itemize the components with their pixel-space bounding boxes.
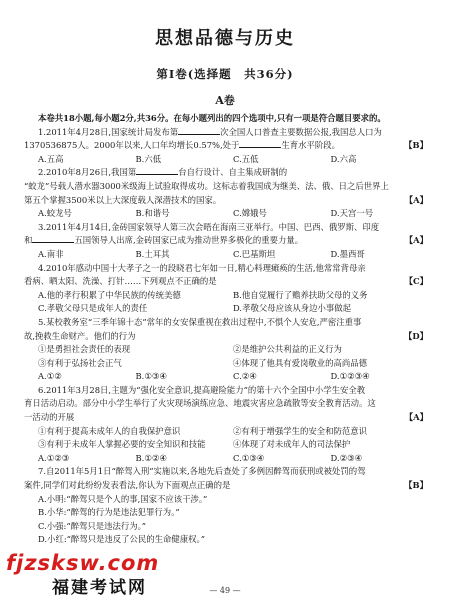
question-line — [24, 234, 428, 248]
question-line — [24, 465, 428, 479]
line-text: 育日活动启动。部分中小学生举行了火灾现场演练应急、地震灾害应急疏散等安全教育活动。这 — [24, 398, 376, 409]
option-item: B.六低 — [135, 153, 162, 164]
question-line — [24, 506, 428, 520]
option-item: C.②④ — [233, 371, 257, 382]
question-line — [24, 275, 428, 289]
line-text: 4.2010年感动中国十大孝子之一的段晓君七年如一日,精心料理瘫痪的生活,他常常背母亲 — [38, 262, 366, 273]
option-item: ④体现了他具有爱岗敬业的高尚品德 — [233, 357, 367, 368]
option-row — [24, 357, 428, 371]
question-line — [24, 330, 428, 344]
answer-mark: 【D】 — [403, 330, 428, 341]
question-line — [24, 411, 428, 425]
line-text: 看病、晒太阳、洗澡、打针……下列观点不正确的是 — [24, 276, 217, 287]
question-line — [24, 139, 428, 153]
line-text: 故,挽救生命财产。他们的行为 — [24, 330, 136, 341]
option-item: C.五低 — [233, 153, 259, 164]
option-item: B.①②④ — [135, 452, 167, 463]
line-text: 一活动的开展 — [24, 412, 75, 423]
option-item: ③有利于未成年人掌握必要的安全知识和技能 — [38, 439, 206, 450]
line-text: 2.2010年8月26日,我国第 — [38, 167, 137, 178]
question-line — [24, 221, 428, 235]
line-text: 6.2011年3月28日,主题为“强化安全意识,提高避险能力”的第十六个全国中小学生安全教 — [38, 384, 366, 395]
option-row — [24, 289, 428, 303]
fill-blank — [136, 166, 178, 175]
line-text: D.小红:“醉驾只是违反了公民的生命健康权。” — [38, 534, 206, 545]
line-text: C.小强:“醉驾只是违法行为。” — [38, 520, 147, 531]
answer-mark: 【B】 — [404, 140, 428, 151]
question-line — [24, 479, 428, 493]
option-item: B.土耳其 — [135, 248, 170, 259]
option-row — [24, 438, 428, 452]
option-item: D.孝敬父母应该从身边小事做起 — [233, 303, 351, 314]
line-text: 案件,同学们对此纷纷发表看法,你认为下面观点正确的是 — [24, 480, 231, 491]
option-row — [24, 370, 428, 384]
question-line — [24, 180, 428, 194]
option-item: ①有利于提高未成年人的自我保护意识 — [38, 425, 181, 436]
line-text: 7.自2011年5月1日“醉驾入刑”实施以来,各地先后查处了多例因醉驾而获刑或被处罚的驾 — [38, 466, 366, 477]
line-text: B.小华:“醉驾的行为是违法犯罪行为。” — [38, 507, 180, 518]
line-text: A.小明:“醉驾只是个人的事,国家不应该干涉。” — [38, 493, 208, 504]
option-item: A.五高 — [38, 153, 64, 164]
line-text: 次全国人口普查主要数据公报,我国总人口为 — [220, 126, 382, 137]
question-line — [24, 520, 428, 534]
question-line — [24, 384, 428, 398]
line-text: “蛟龙”号载人潜水器3000米级海上试验取得成功。这标志着我国成为继美、法、俄、日之后世界上 — [24, 180, 389, 191]
option-row — [24, 425, 428, 439]
watermark-site: fjzsksw.com — [6, 551, 160, 575]
section-heading: A卷 — [215, 94, 235, 107]
question-body — [24, 112, 428, 547]
page-number: — 49 — — [209, 586, 241, 595]
line-text: 台自行设计、自主集成研制的 — [178, 167, 288, 178]
line-text: 生育水平阶段。 — [281, 140, 341, 151]
option-item: A.①② — [38, 371, 62, 382]
option-item: ①是勇担社会责任的表现 — [38, 344, 131, 355]
option-item: C.孝敬父母只是成年人的责任 — [38, 303, 148, 314]
line-text: 第五个掌握3500米以上大深度载人深潜技术的国家。 — [24, 194, 222, 205]
option-item: D.②③④ — [330, 452, 363, 463]
question-line — [24, 166, 428, 180]
option-item: C.嫦娥号 — [233, 208, 267, 219]
option-row — [24, 302, 428, 316]
question-line — [24, 533, 428, 547]
option-item: B.①③④ — [135, 371, 167, 382]
line-text: 1370536875人。2000年以来,人口年均增长0.57%,处于 — [24, 140, 240, 151]
answer-mark: 【A】 — [404, 194, 428, 205]
paper-subtitle: 第Ⅰ卷(选择题 共36分) — [156, 67, 294, 81]
option-item: C.①③④ — [233, 452, 265, 463]
option-item: B.和谐号 — [135, 208, 170, 219]
answer-mark: 【A】 — [404, 235, 428, 246]
line-text: 5.某校教务室“三季年锦十态”常年的女安保重视在救出过程中,不惧个人安危,严密注重事 — [38, 316, 362, 327]
option-item: A.蛟龙号 — [38, 208, 72, 219]
option-row — [24, 207, 428, 221]
line-text: 和 — [24, 235, 33, 246]
option-item: D.①②③④ — [330, 371, 370, 382]
option-row — [24, 153, 428, 167]
option-item: D.天宫一号 — [330, 208, 374, 219]
instructions: 本卷共18小题,每小题2分,共36分。在每小题列出的四个选项中,只有一项是符合题目要求的。 — [38, 113, 386, 123]
answer-mark: 【C】 — [404, 276, 428, 287]
option-item: B.他自觉履行了赡养扶助父母的义务 — [233, 289, 368, 300]
fill-blank — [32, 234, 74, 243]
answer-mark: 【A】 — [404, 412, 428, 423]
option-item: A.①②③ — [38, 452, 70, 463]
option-item: D.墨西哥 — [330, 248, 365, 259]
option-item: ③有利于弘扬社会正气 — [38, 357, 122, 368]
question-line — [24, 316, 428, 330]
line-text: 1.2011年4月28日,国家统计局发布第 — [38, 126, 179, 137]
question-line — [24, 194, 428, 208]
fill-blank — [178, 126, 220, 135]
line-text: 3.2011年4月14日,金砖国家领导人第三次会晤在海南三亚举行。中国、巴西、俄罗斯、印度 — [38, 221, 380, 232]
answer-mark: 【B】 — [404, 480, 428, 491]
option-row — [24, 452, 428, 466]
option-row — [24, 343, 428, 357]
option-item: ②是维护公共利益的正义行为 — [233, 344, 342, 355]
option-item: A.他的孝行积累了中华民族的传统美德 — [38, 289, 181, 300]
question-line — [24, 126, 428, 140]
fill-blank — [239, 139, 281, 148]
watermark-name: 福建考试网 — [52, 578, 147, 598]
option-item: ④体现了对未成年人的司法保护 — [233, 439, 351, 450]
option-item: A.南非 — [38, 248, 64, 259]
question-line — [24, 493, 428, 507]
option-item: ②有利于增强学生的安全和防范意识 — [233, 425, 367, 436]
line-text: 五国领导人出席,金砖国家已成为推动世界多极化的重要力量。 — [74, 235, 304, 246]
option-row — [24, 248, 428, 262]
option-item: C.巴基斯坦 — [233, 248, 276, 259]
question-line — [24, 262, 428, 276]
question-line — [24, 397, 428, 411]
page-title: 思想品德与历史 — [155, 28, 295, 49]
option-item: D.六高 — [330, 153, 357, 164]
